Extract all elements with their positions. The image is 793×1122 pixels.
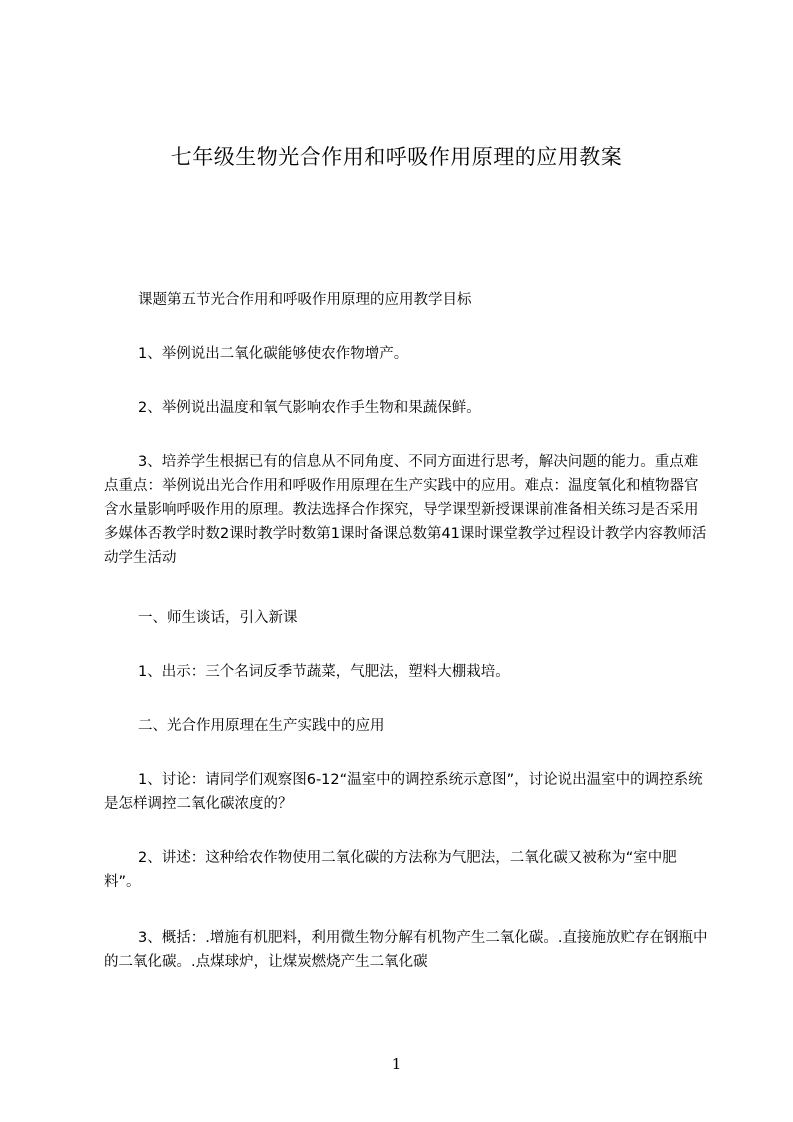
paragraph-objective-3-and-key-points: 3、培养学生根据已有的信息从不同角度、不同方面进行思考，解决问题的能力。重点难点重点：举例说出光合作用和呼吸作用原理在生产实践中的应用。难点：温度氧化和植物器官含水量影响呼吸作用的原理。教法选择合作探究，导学课型新授课课前准备相关练习是否采用多媒体否教学时数2课时教学时数第1课时备课总数第41课时课堂教学过程设计教学内容教师活动学生活动 — [104, 454, 707, 566]
paragraph-section-1-heading: 一、师生谈话，引入新课 — [138, 610, 298, 626]
paragraph-explanation: 2、讲述：这种给农作物使用二氧化碳的方法称为气肥法，二氧化碳又被称为“室中肥料”。 — [104, 850, 677, 890]
document-title: 七年级生物光合作用和呼吸作用原理的应用教案 — [170, 145, 623, 169]
page-number: 1 — [391, 1055, 402, 1073]
paragraph-section-2-heading: 二、光合作用原理在生产实践中的应用 — [138, 718, 385, 734]
paragraph-objective-2: 2、举例说出温度和氧气影响农作手生物和果蔬保鲜。 — [138, 400, 481, 416]
paragraph-discussion: 1、讨论：请同学们观察图6-12“温室中的调控系统示意图”，讨论说出温室中的调控系统是怎样调控二氧化碳浓度的？ — [104, 772, 703, 812]
paragraph-summary: 3、概括：.增施有机肥料，利用微生物分解有机物产生二氧化碳。.直接施放贮存在钢瓶中的二氧化碳。.点煤球炉，让煤炭燃烧产生二氧化碳 — [104, 930, 708, 970]
paragraph-lesson-topic: 课题第五节光合作用和呼吸作用原理的应用教学目标 — [138, 292, 472, 308]
paragraph-objective-1: 1、举例说出二氧化碳能够使农作物增产。 — [138, 346, 409, 362]
paragraph-show-terms: 1、出示：三个名词反季节蔬菜，气肥法，塑料大棚栽培。 — [138, 664, 510, 680]
